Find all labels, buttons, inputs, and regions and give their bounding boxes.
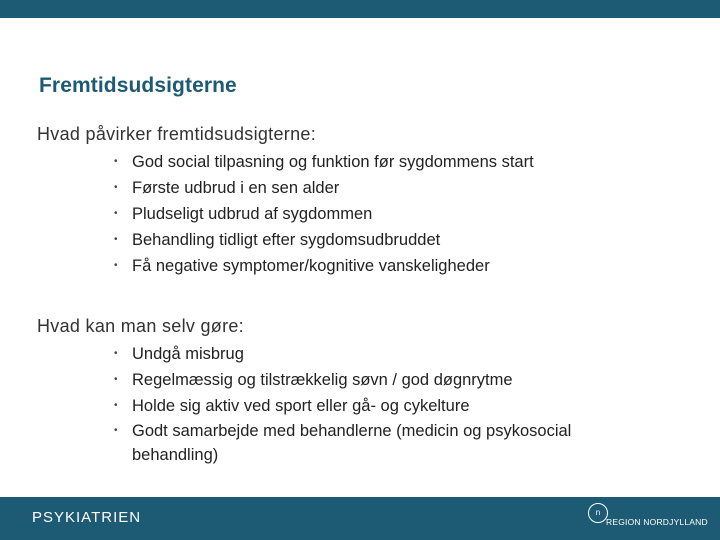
brand-logo: PSYKIATRIEN — [32, 509, 142, 526]
section-self-help — [37, 316, 632, 467]
region-name: REGION NORDJYLLAND — [606, 517, 708, 527]
bullet-icon: • — [114, 182, 118, 193]
bullet-icon: • — [114, 208, 118, 219]
bullet-icon: • — [114, 260, 118, 271]
bullet-icon: • — [114, 348, 118, 359]
region-mark-icon: n — [588, 503, 608, 523]
region-logo — [588, 501, 714, 535]
bullet-icon: • — [114, 234, 118, 245]
list-item: • Regelmæssig og tilstrækkelig søvn / god døgnrytme — [37, 367, 632, 393]
list-item: • Første udbrud i en sen alder — [37, 175, 632, 201]
list-item: • Pludseligt udbrud af sygdommen — [37, 201, 632, 227]
section-heading: Hvad kan man selv gøre: — [37, 316, 244, 336]
footer — [0, 497, 720, 540]
slide-title: Fremtidsudsigterne — [39, 74, 237, 97]
list-item: • God social tilpasning og funktion før sygdommens start — [37, 149, 632, 175]
section-factors — [37, 124, 632, 279]
section-heading: Hvad påvirker fremtidsudsigterne: — [37, 124, 317, 144]
bullet-list — [37, 149, 632, 279]
list-item: • Holde sig aktiv ved sport eller gå- og cykelture — [37, 393, 632, 419]
top-bar — [0, 0, 720, 18]
list-item: • Få negative symptomer/kognitive vanskeligheder — [37, 253, 632, 279]
list-item: • Godt samarbejde med behandlerne (medicin og psykosocial behandling) — [37, 419, 632, 467]
bullet-icon: • — [114, 400, 118, 411]
list-item: • Undgå misbrug — [37, 341, 632, 367]
list-item: • Behandling tidligt efter sygdomsudbruddet — [37, 227, 632, 253]
bullet-icon: • — [114, 425, 118, 436]
bullet-icon: • — [114, 374, 118, 385]
bullet-icon: • — [114, 156, 118, 167]
bullet-list — [37, 341, 632, 467]
